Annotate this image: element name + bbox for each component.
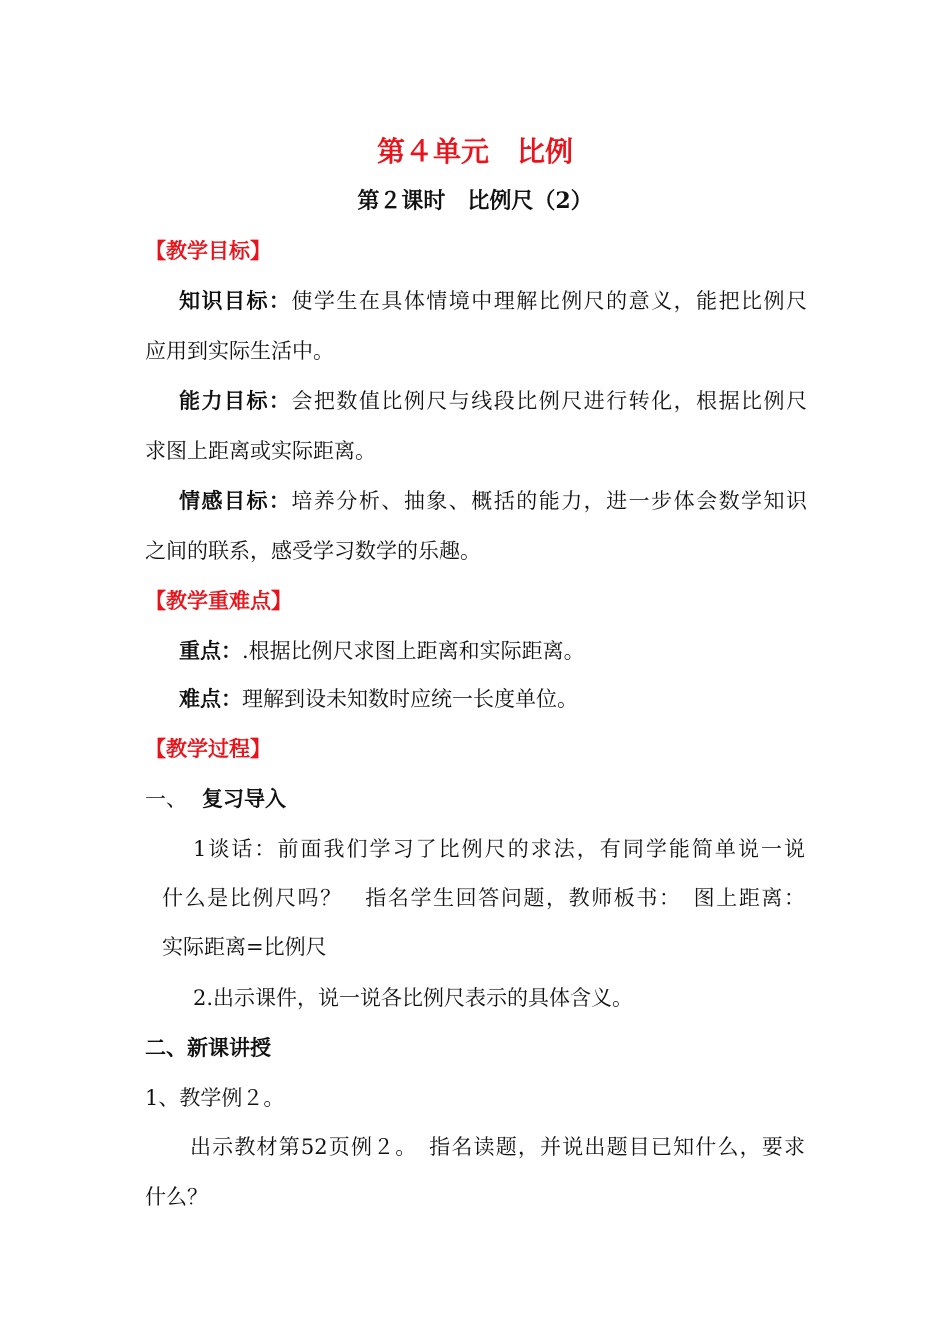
section-heading-objectives: 【教学目标】 <box>145 238 271 263</box>
emotion-objective-text: 培养分析、抽象、概括的能力，进一步体会数学知识 <box>291 489 808 513</box>
knowledge-objective-label: 知识目标： <box>179 288 292 313</box>
emotion-objective-line2: 之间的联系，感受学习数学的乐趣。 <box>145 539 481 563</box>
example-paragraph-line2: 什么？ <box>145 1185 208 1209</box>
knowledge-objective-text: 使学生在具体情境中理解比例尺的意义，能把比例尺 <box>291 289 808 313</box>
review-paragraph-line2: 什么是比例尺吗？ 指名学生回答问题，教师板书： 图上距离： <box>162 886 805 910</box>
section-heading-process: 【教学过程】 <box>145 736 271 761</box>
example-paragraph-line1: 出示教材第52页例２。 指名读题，并说出题目已知什么，要求 <box>190 1135 805 1159</box>
part2-heading: 二、新课讲授 <box>145 1035 271 1060</box>
ability-objective-line1 <box>179 386 807 416</box>
review-paragraph-line3: 实际距离=比例尺 <box>162 935 327 959</box>
emotion-objective-line1 <box>179 486 807 516</box>
knowledge-objective-line2: 应用到实际生活中。 <box>145 339 334 363</box>
knowledge-objective-line1 <box>179 286 807 316</box>
section-heading-key-points: 【教学重难点】 <box>145 588 292 613</box>
ability-objective-line2: 求图上距离或实际距离。 <box>145 439 376 463</box>
part1-title: 复习导入 <box>202 786 286 811</box>
example-heading: 1、教学例２。 <box>145 1086 285 1110</box>
part1-number: 一、 <box>145 787 187 811</box>
ability-objective-label: 能力目标： <box>179 388 292 413</box>
emotion-objective-label: 情感目标： <box>179 488 292 513</box>
focus-label: 重点： <box>179 638 242 663</box>
ability-objective-text: 会把数值比例尺与线段比例尺进行转化，根据比例尺 <box>291 389 808 413</box>
review-paragraph-line1: 1谈话：前面我们学习了比例尺的求法，有同学能简单说一说 <box>193 837 805 861</box>
difficulty-label: 难点： <box>179 686 242 711</box>
courseware-paragraph: 2.出示课件，说一说各比例尺表示的具体含义。 <box>193 986 634 1010</box>
difficulty-point <box>179 684 578 714</box>
document-title: 第４单元 比例 <box>376 135 573 168</box>
focus-text: .根据比例尺求图上距离和实际距离。 <box>242 639 585 663</box>
difficulty-text: 理解到设未知数时应统一长度单位。 <box>242 687 578 711</box>
lesson-subtitle: 第２课时 比例尺（2） <box>357 188 593 214</box>
focus-point <box>179 636 585 666</box>
